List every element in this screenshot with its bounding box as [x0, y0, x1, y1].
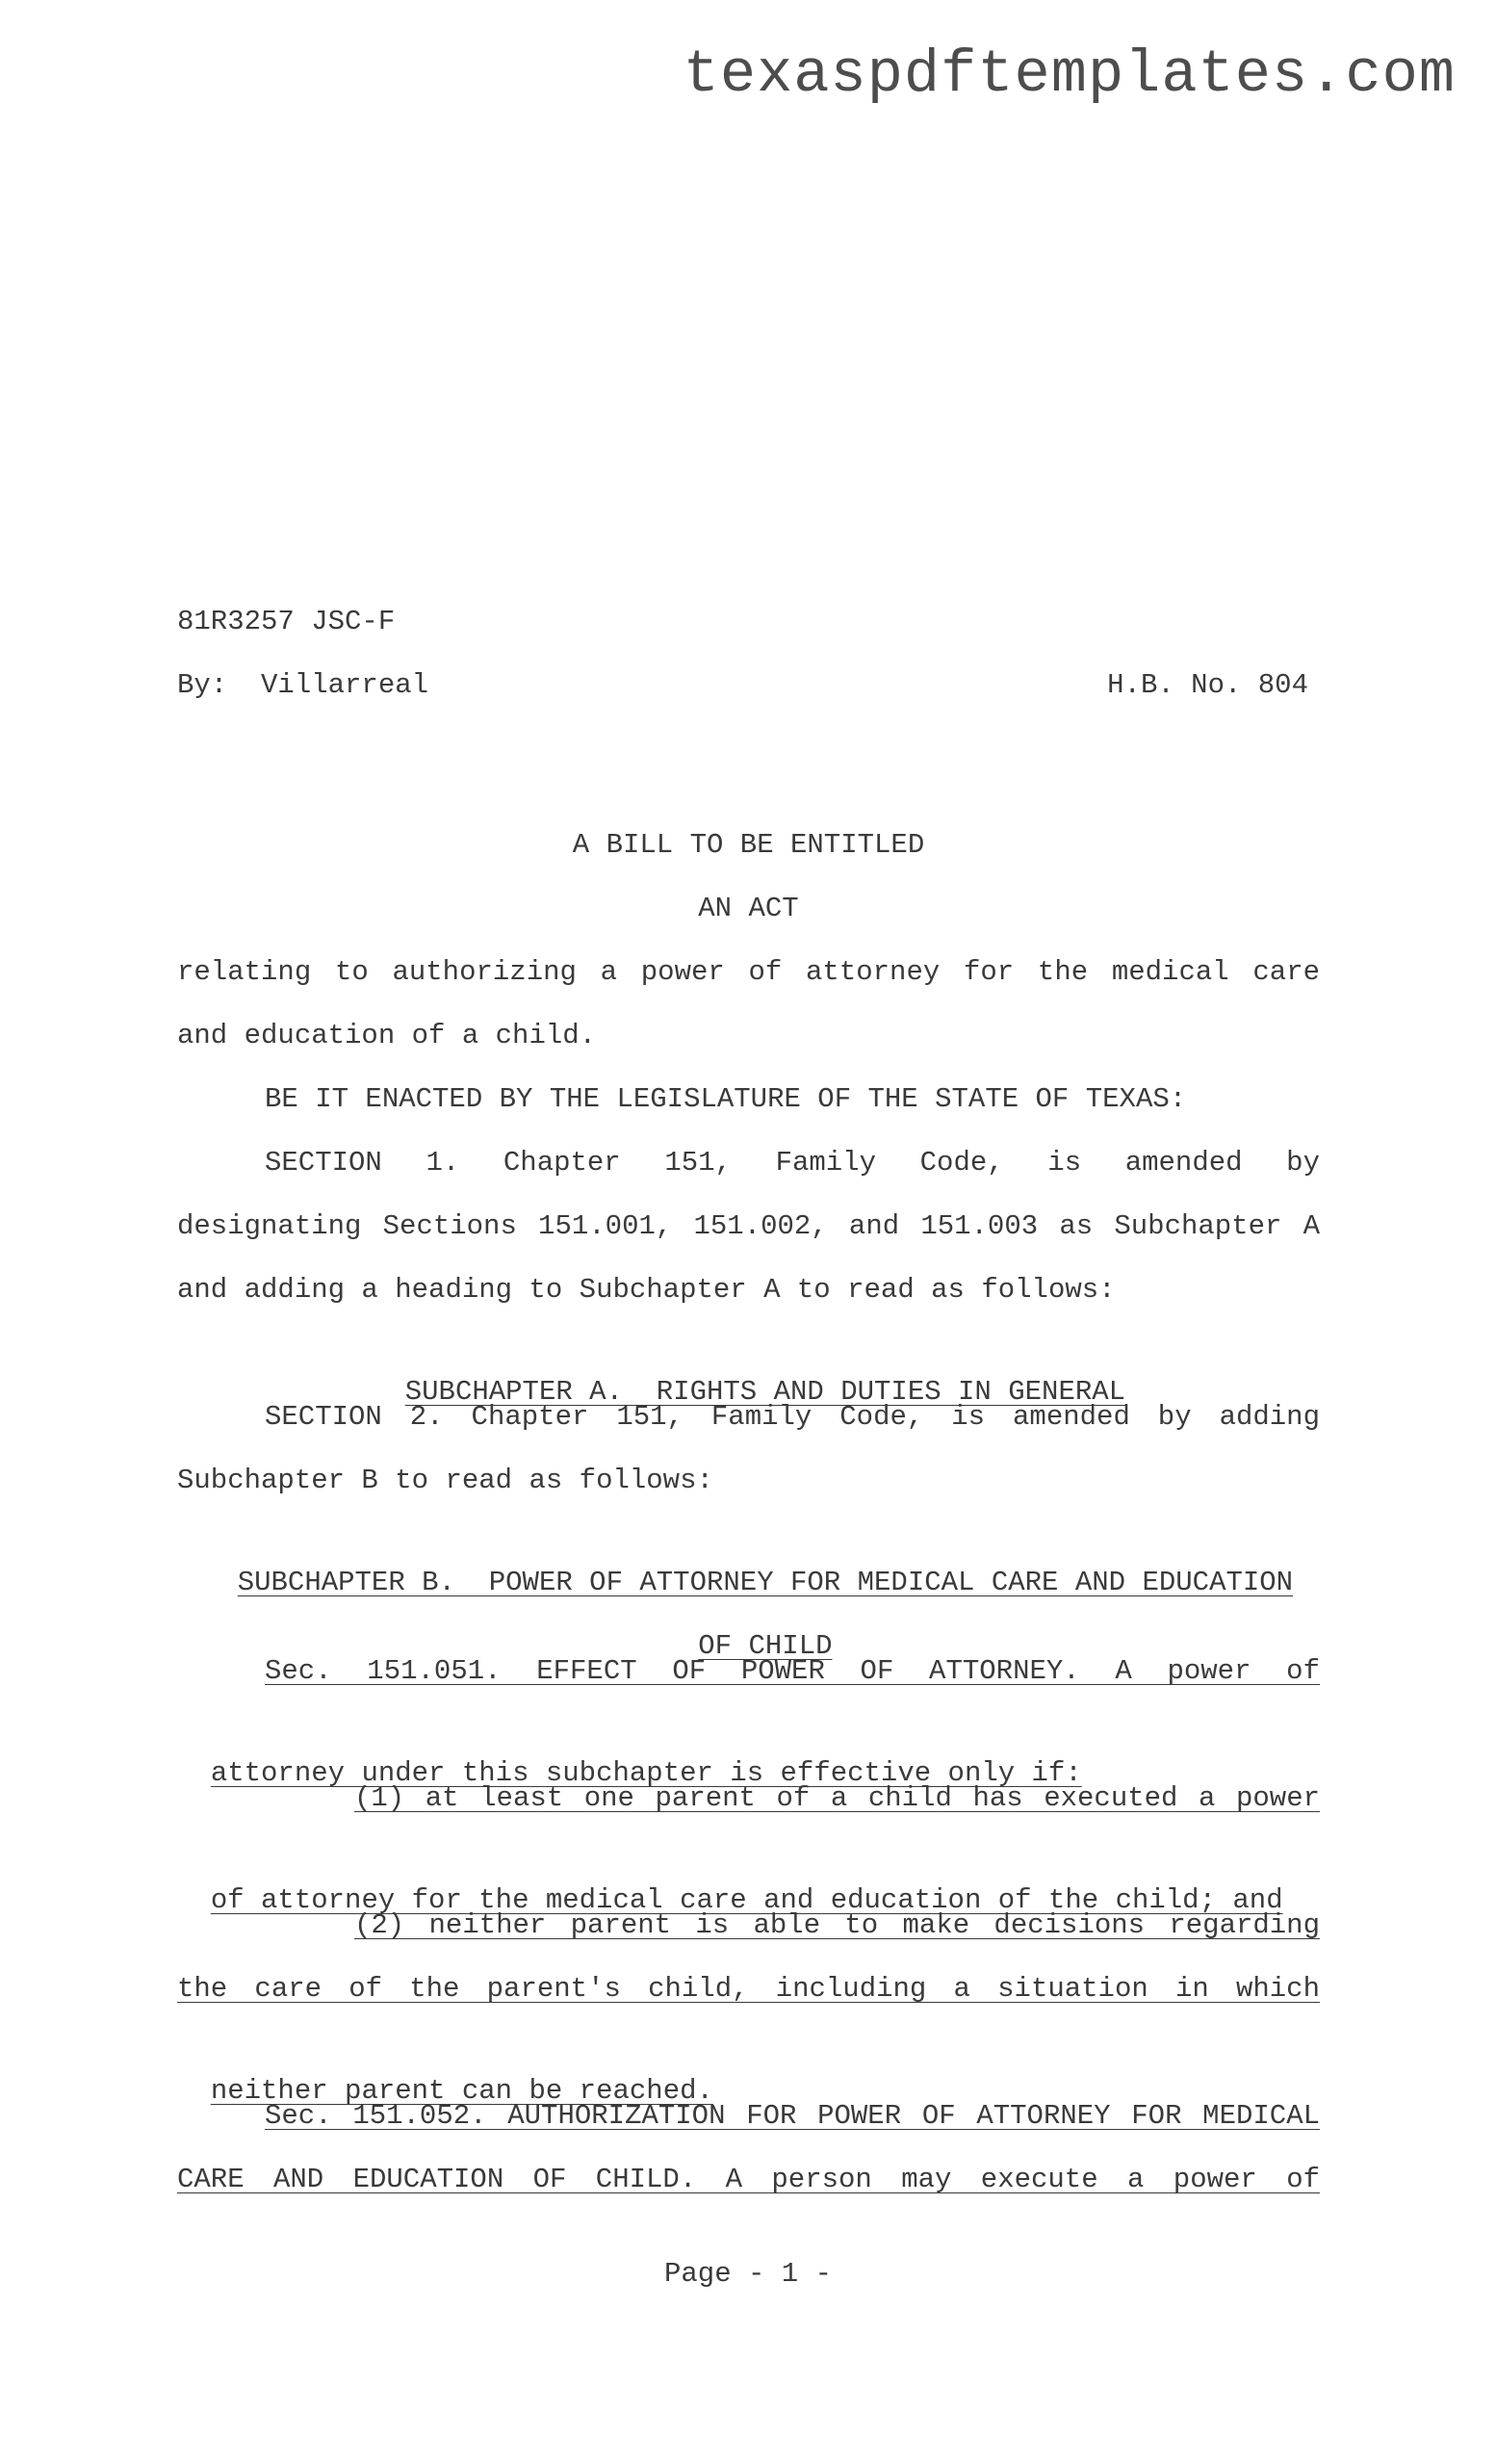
enacting-clause: BE IT ENACTED BY THE LEGISLATURE OF THE STATE OF TEXAS: — [265, 1083, 1187, 1115]
sec-151-052-line-1: Sec. 151.052. AUTHORIZATION FOR POWER OF ATTORNEY FOR MEDICAL — [265, 2100, 1320, 2132]
caption-line-1: relating to authorizing a power of attorney for the medical care — [177, 956, 1320, 988]
page-number: Page - 1 - — [663, 2258, 833, 2290]
sec-151-051-item-2-line-3 — [177, 2034, 1320, 2107]
sec-151-051-item-1-line-1: (1) at least one parent of a child has executed a power — [354, 1782, 1320, 1814]
sec-151-051-line-2-text: attorney under this subchapter is effective only if: — [210, 1757, 1082, 1789]
subchapter-b-heading-text-2: OF CHILD — [698, 1630, 833, 1662]
subchapter-a-heading-text: SUBCHAPTER A. RIGHTS AND DUTIES IN GENERAL — [404, 1376, 1126, 1408]
sec-151-051-line-2 — [177, 1716, 1320, 1789]
sec-151-052-line-2: CARE AND EDUCATION OF CHILD. A person may execute a power of — [177, 2164, 1320, 2195]
sec-151-051-item-2-line-2: the care of the parent's child, including a situation in which — [177, 1973, 1320, 2005]
section-1-line-2: designating Sections 151.001, 151.002, and 151.003 as Subchapter A — [177, 1210, 1320, 1242]
sec-151-051-line-1: Sec. 151.051. EFFECT OF POWER OF ATTORNEY. A power of — [265, 1655, 1320, 1687]
bill-number: H.B. No. 804 — [1107, 669, 1308, 701]
bill-title: A BILL TO BE ENTITLED — [572, 829, 925, 861]
subchapter-b-heading-line-2 — [177, 1589, 1320, 1662]
sec-151-051-item-1-line-2 — [177, 1843, 1320, 1916]
section-2-line-1: SECTION 2. Chapter 151, Family Code, is amended by adding — [265, 1401, 1320, 1433]
subchapter-b-heading-line-1 — [177, 1525, 1320, 1598]
subchapter-b-heading-text-1: SUBCHAPTER B. POWER OF ATTORNEY FOR MEDICAL CARE AND EDUCATION — [237, 1567, 1294, 1598]
caption-line-2: and education of a child. — [177, 1020, 597, 1051]
author-row — [177, 666, 1320, 705]
act-title: AN ACT — [698, 893, 799, 924]
section-1-line-1: SECTION 1. Chapter 151, Family Code, is amended by — [265, 1147, 1320, 1179]
sec-151-051-item-2-line-1: (2) neither parent is able to make decisions regarding — [354, 1909, 1320, 1941]
section-1-line-3: and adding a heading to Subchapter A to read as follows: — [177, 1274, 1116, 1306]
bill-author: By: Villarreal — [177, 669, 429, 701]
watermark-site-name: texaspdftemplates.com — [683, 40, 1456, 109]
section-2-line-2: Subchapter B to read as follows: — [177, 1465, 713, 1496]
sec-151-051-item-1-line-2-text: of attorney for the medical care and education of the child; and — [210, 1884, 1283, 1916]
bill-code: 81R3257 JSC-F — [177, 606, 396, 637]
sec-151-051-item-2-line-3-text: neither parent can be reached. — [210, 2075, 713, 2107]
subchapter-a-heading — [177, 1335, 1320, 1408]
